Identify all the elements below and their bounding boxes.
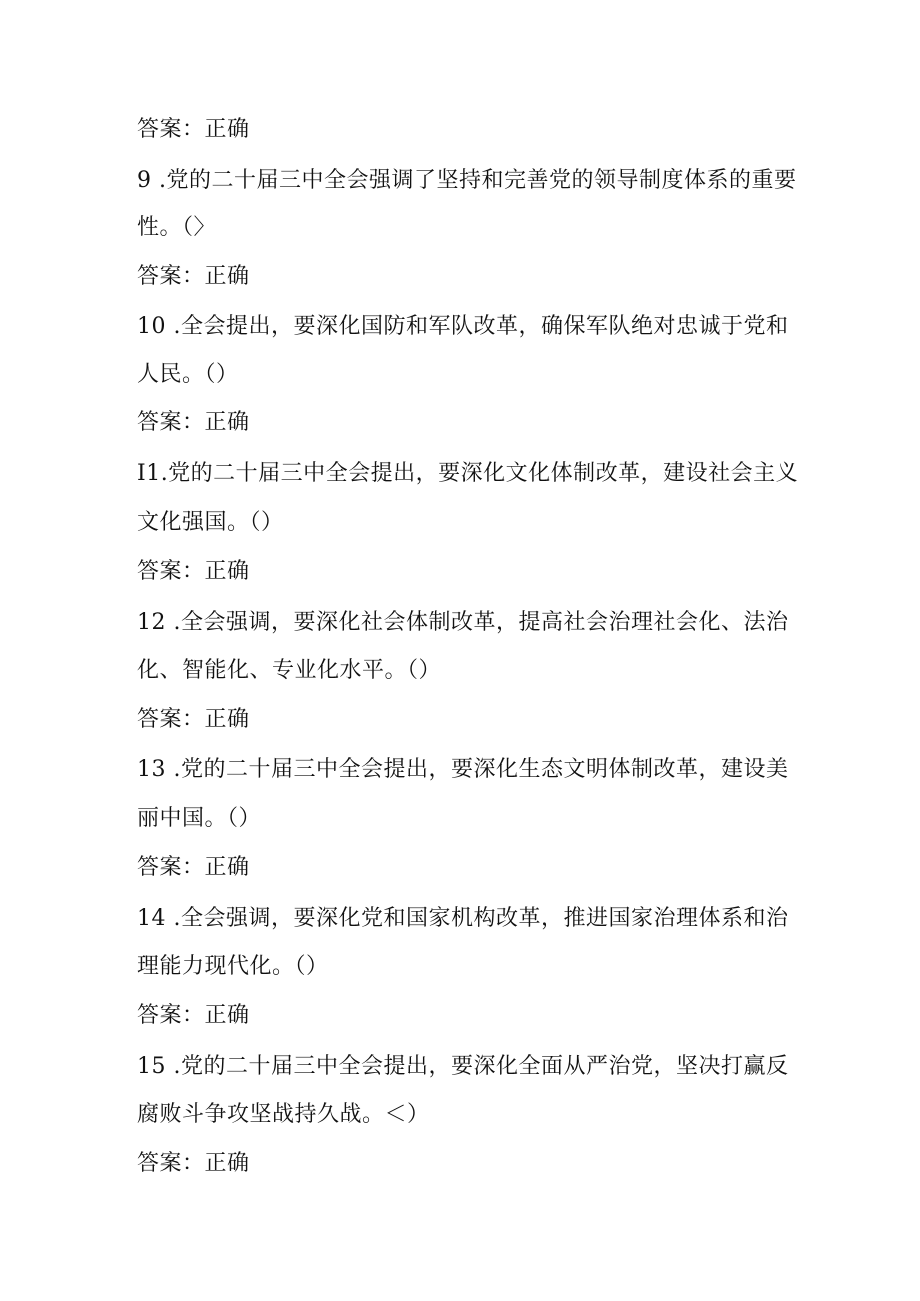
question-11-line-2: 文化强国。（） xyxy=(137,510,284,535)
question-10-line-1: 10 .全会提出，要深化国防和军队改革，确保军队绝对忠诚于党和 xyxy=(137,314,789,339)
question-13-line-1: 13 .党的二十届三中全会提出，要深化生态文明体制改革，建设美 xyxy=(137,757,789,782)
question-12-line-2: 化、智能化、专业化水平。（） xyxy=(137,658,442,683)
question-15-line-2: 腐败斗争攻坚战持久战。＜） xyxy=(137,1102,430,1127)
question-14-line-1: 14 .全会强调，要深化党和国家机构改革，推进国家治理体系和治 xyxy=(137,906,789,931)
answer-line: 答案：正确 xyxy=(137,559,250,584)
question-9-line-2: 性。（〉 xyxy=(137,215,217,240)
question-10-line-2: 人民。（） xyxy=(137,362,239,387)
question-14-line-2: 理能力现代化。（） xyxy=(137,954,329,979)
answer-line: 答案：正确 xyxy=(137,1003,250,1028)
answer-line: 答案：正确 xyxy=(137,855,250,880)
answer-line: 答案：正确 xyxy=(137,117,250,142)
answer-line: 答案：正确 xyxy=(137,264,250,289)
question-12-line-1: 12 .全会强调，要深化社会体制改革，提高社会治理社会化、法治 xyxy=(137,610,789,635)
answer-line: 答案：正确 xyxy=(137,707,250,732)
answer-line: 答案：正确 xyxy=(137,410,250,435)
question-13-line-2: 丽中国。（） xyxy=(137,806,262,831)
question-15-line-1: 15 .党的二十届三中全会提出，要深化全面从严治党，坚决打赢反 xyxy=(137,1054,789,1079)
question-11-line-1: I1.党的二十届三中全会提出，要深化文化体制改革，建设社会主义 xyxy=(137,461,799,486)
question-9-line-1: 9 .党的二十届三中全会强调了坚持和完善党的领导制度体系的重要 xyxy=(137,168,797,193)
answer-line: 答案：正确 xyxy=(137,1151,250,1176)
